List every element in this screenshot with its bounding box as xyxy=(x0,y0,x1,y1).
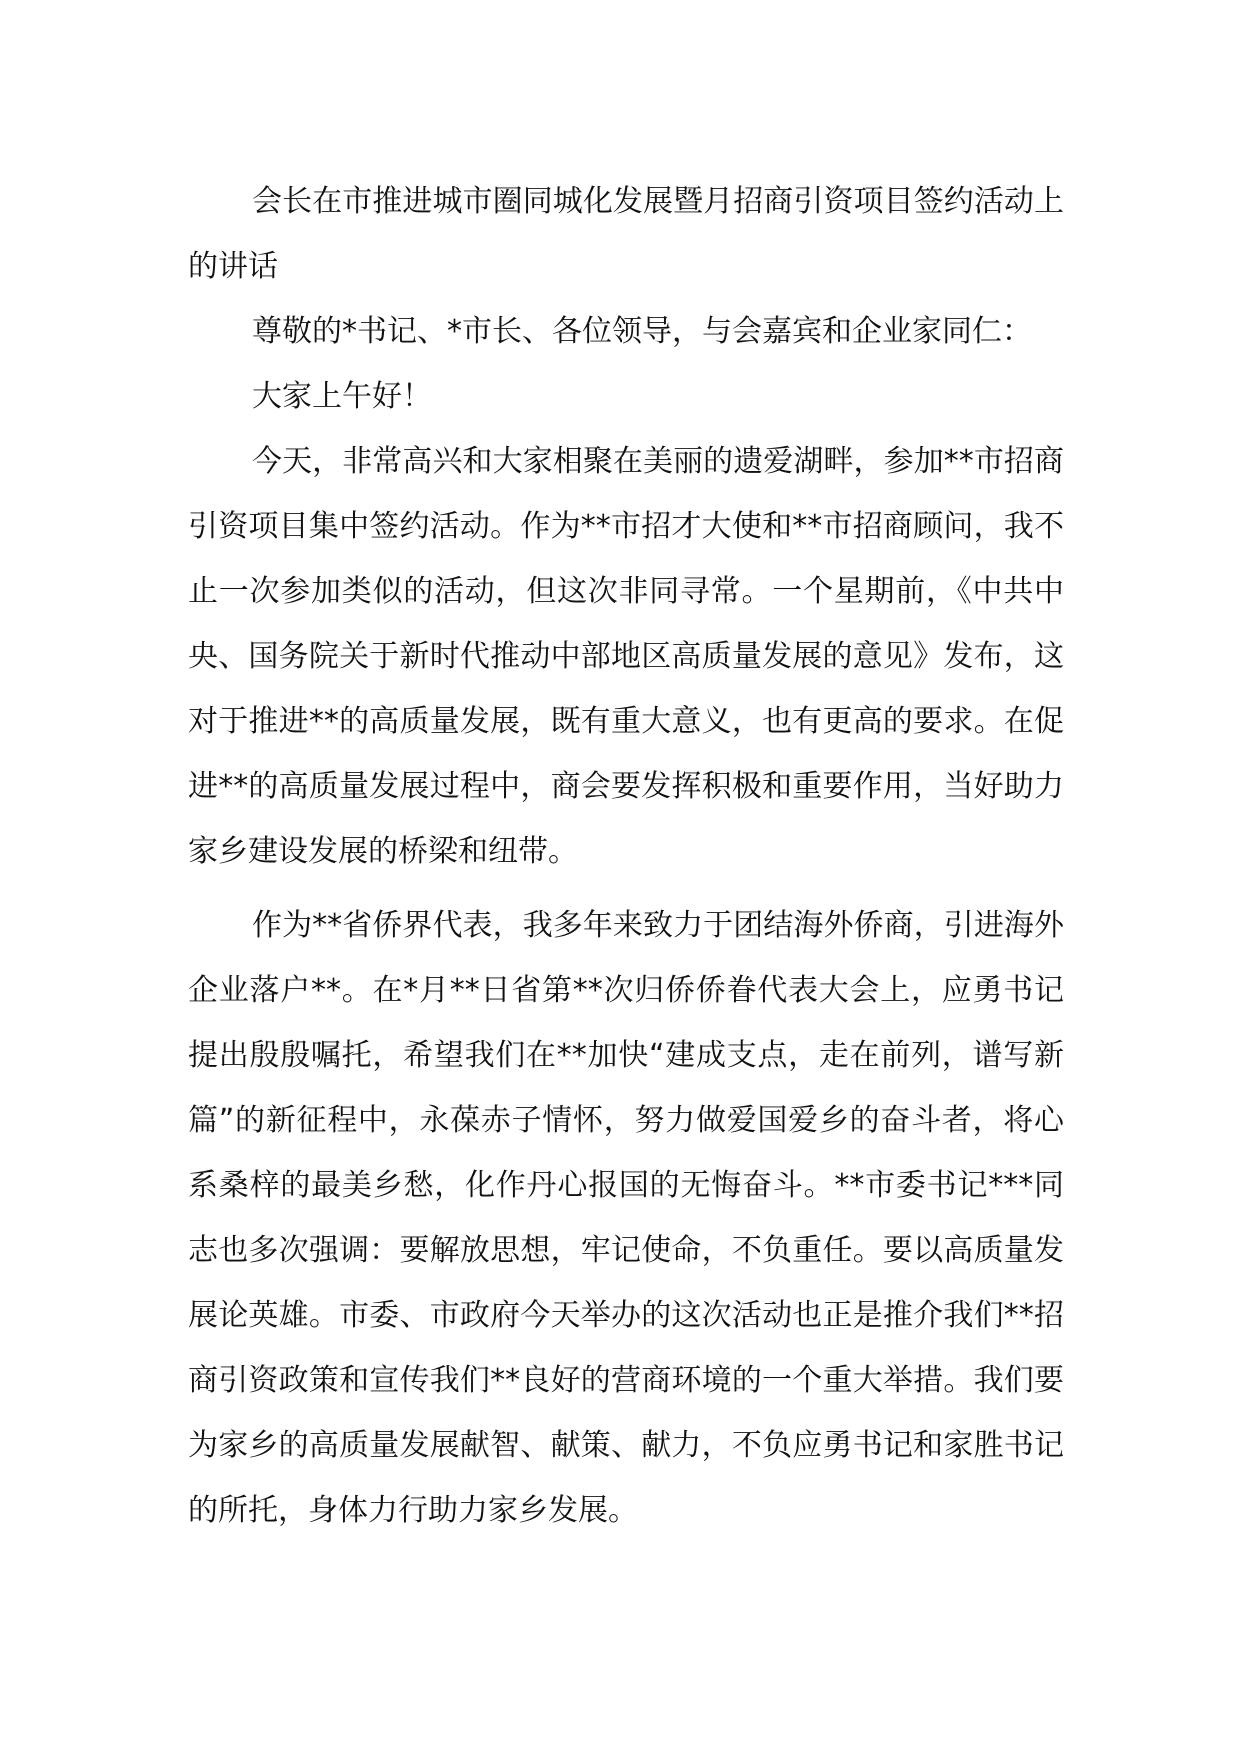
paragraph-2: 作为**省侨界代表，我多年来致力于团结海外侨商，引进海外企业落户**。在*月**日省第**次归侨侨眷代表大会上，应勇书记提出殷殷嘱托，希望我们在**加快“建成支点，走在前列，谱写新篇”的新征程中，永葆赤子情怀，努力做爱国爱乡的奋斗者，将心系桑梓的最美乡愁，化作丹心报国的无悔奋斗。**市委书记***同志也多次强调：要解放思想，牢记使命，不负重任。要以高质量发展论英雄。市委、市政府今天举办的这次活动也正是推介我们**招商引资政策和宣传我们**良好的营商环境的一个重大举措。我们要为家乡的高质量发展献智、献策、献力，不负应勇书记和家胜书记的所托，身体力行助力家乡发展。 xyxy=(188,908,1064,1528)
document-body xyxy=(188,169,1064,1543)
document-title: 会长在市推进城市圈同城化发展暨月招商引资项目签约活动上的讲话 xyxy=(188,184,1064,284)
salutation: 尊敬的*书记、*市长、各位领导，与会嘉宾和企业家同仁： xyxy=(252,314,1032,349)
greeting: 大家上午好！ xyxy=(252,379,432,414)
paragraph-1: 今天，非常高兴和大家相聚在美丽的遗爱湖畔，参加**市招商引资项目集中签约活动。作为**市招才大使和**市招商顾问，我不止一次参加类似的活动，但这次非同寻常。一个星期前，《中共中央、国务院关于新时代推动中部地区高质量发展的意见》发布，这对于推进**的高质量发展，既有重大意义，也有更高的要求。在促进**的高质量发展过程中，商会要发挥积极和重要作用，当好助力家乡建设发展的桥梁和纽带。 xyxy=(188,444,1064,869)
